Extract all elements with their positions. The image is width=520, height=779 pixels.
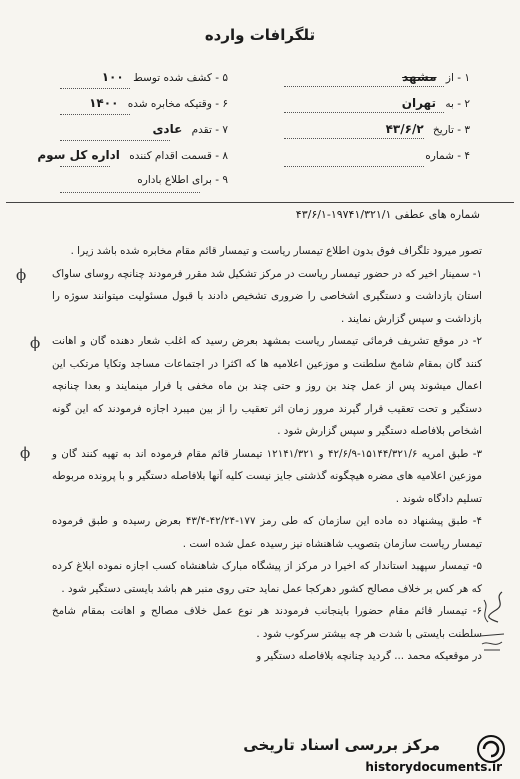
body-intro: تصور میرود تلگراف فوق بدون اطلاع تیمسار ریاست و تیمسار قائم مقام مخابره شده باشد زیرا . — [70, 245, 482, 257]
field-label: ۷ - تقدم — [191, 124, 228, 136]
body-item-6: ۶- تیمسار قائم مقام حضورا باینجانب فرمودند هر نوع عمل خلاف مصالح و اهانت بمقام شامخ سلطنت بایستی با شدت هر چه بیشتر سرکوب شود . — [52, 605, 482, 640]
dotted-rule — [284, 166, 424, 167]
dotted-rule — [284, 138, 424, 139]
field-label: ۵ - کشف شده توسط — [133, 72, 228, 84]
dotted-rule — [284, 112, 444, 113]
field-label: ۳ - تاریخ — [433, 124, 470, 136]
field-value: ۴۳/۶/۲ — [385, 122, 424, 136]
field-value: ۱۴۰۰ — [89, 96, 119, 110]
field-date — [386, 122, 470, 136]
field-value: ۱۰۰ — [101, 70, 124, 84]
margin-pen-mark: ϕ — [16, 266, 27, 284]
margin-pen-mark: ϕ — [20, 444, 31, 462]
dotted-rule — [60, 192, 200, 193]
archive-watermark — [243, 730, 510, 776]
dotted-rule — [284, 86, 444, 87]
field-label: ۲ - به — [445, 98, 470, 110]
body-item-5: ۵- تیمسار سپهبد استاندار که اخیرا در مرکز از پیشگاه مبارک شاهنشاه کسب اجازه نموده ابلاغ کرده که هر کس بر خلاف مصالح کشور دهرکجا عمل نماید حتی روی منبر هم باشد بایستی دستگیر شود . — [52, 560, 482, 595]
reference-numbers: شماره های عطفی ۱۹۷۴۱/۳۲۱/۱-۴۳/۶/۱ — [295, 208, 480, 221]
field-action-dept — [37, 148, 228, 162]
field-value: اداره کل سوم — [37, 148, 120, 162]
body-item-2: ۲- در موقع تشریف فرمائی تیمسار ریاست بمشهد بعرض رسید که اغلب شعار دهنده گان و اهانت کنند گان بمقام شامخ سلطنت و موزعین اعلامیه ها که اکثرا در اجتماعات مساجد وتکایا مرتکب این اعمال میشوند پس از عمل چند بن روز و حتی چند بن ماه مخفی یا فرار مینمایند و بعدا چنانچه دستگیر و تحت تعقیب قرار گیرند مرور زمان اثر تعقیب را از بین میبرد اجازه فرمودند که این گونه اشخاص بلافاصله دستگیر و سپس گزارش شود . — [52, 335, 482, 437]
document-title: تلگرافات وارده — [204, 26, 316, 44]
body-item-3: ۳- طبق امریه ۱۵۱۴۴/۳۲۱/۶-۴۲/۶/۹ و ۱۲۱۴۱/۳۲۱ تیمسار قائم مقام فرموده اند به تهیه کنند گان و موزعین اعلامیه های مضره هیچگونه گذشتی جایز نیست کلیه آنها بلافاصله دستگیر و با پرونده مربوطه تسلیم دادگاه شوند . — [52, 447, 482, 505]
watermark-url: historydocuments.ir — [365, 760, 502, 774]
field-label: ۴ - شماره — [425, 150, 470, 162]
field-label: ۶ - وقتیکه مخابره شده — [127, 98, 228, 110]
dotted-rule — [60, 114, 130, 115]
field-value: مشهد — [402, 70, 437, 84]
field-to — [402, 96, 470, 110]
margin-pen-mark: ϕ — [30, 334, 41, 352]
telegram-body — [52, 240, 482, 668]
field-from — [402, 70, 470, 84]
field-value: تهران — [401, 96, 436, 110]
handwritten-signature — [472, 588, 512, 658]
field-label: ۱ - از — [445, 72, 470, 84]
dotted-rule — [60, 140, 170, 141]
body-item-4: ۴- طبق پیشنهاد ده ماده این سازمان که طی رمز ۱۷۷-۴۲/۲۴-۴۳/۴ بعرض رسیده و طبق فرموده تیمسار ریاست سازمان بتصویب شاهنشاه نیز رسیده عمل شده است . — [52, 515, 482, 550]
field-sent-time — [89, 96, 228, 110]
field-number — [425, 150, 470, 162]
dotted-rule — [60, 166, 110, 167]
field-inform — [137, 174, 228, 186]
watermark-text: مرکز بررسی اسناد تاریخی — [243, 736, 440, 754]
field-priority — [152, 122, 228, 136]
body-closing: در موقعیکه محمد ... گردید چنانچه بلافاصله دستگیر و — [256, 650, 482, 662]
dotted-rule — [60, 88, 130, 89]
field-label: ۸ - قسمت اقدام کننده — [129, 150, 228, 162]
field-decoded-by — [102, 70, 228, 84]
field-label: ۹ - برای اطلاع باداره — [137, 174, 228, 186]
body-item-1: ۱- سمینار اخیر که در حضور تیمسار ریاست در مرکز تشکیل شد مقرر فرمودند چنانچه روسای ساواک استان بازداشت و دستگیری اشخاصی را ضروری تشخیص دادند با قبول مسئولیت میتوانند سوژه را بازداشت و سپس گزارش نمایند . — [52, 267, 482, 325]
field-value: عادی — [152, 122, 183, 136]
header-separator — [6, 202, 514, 203]
